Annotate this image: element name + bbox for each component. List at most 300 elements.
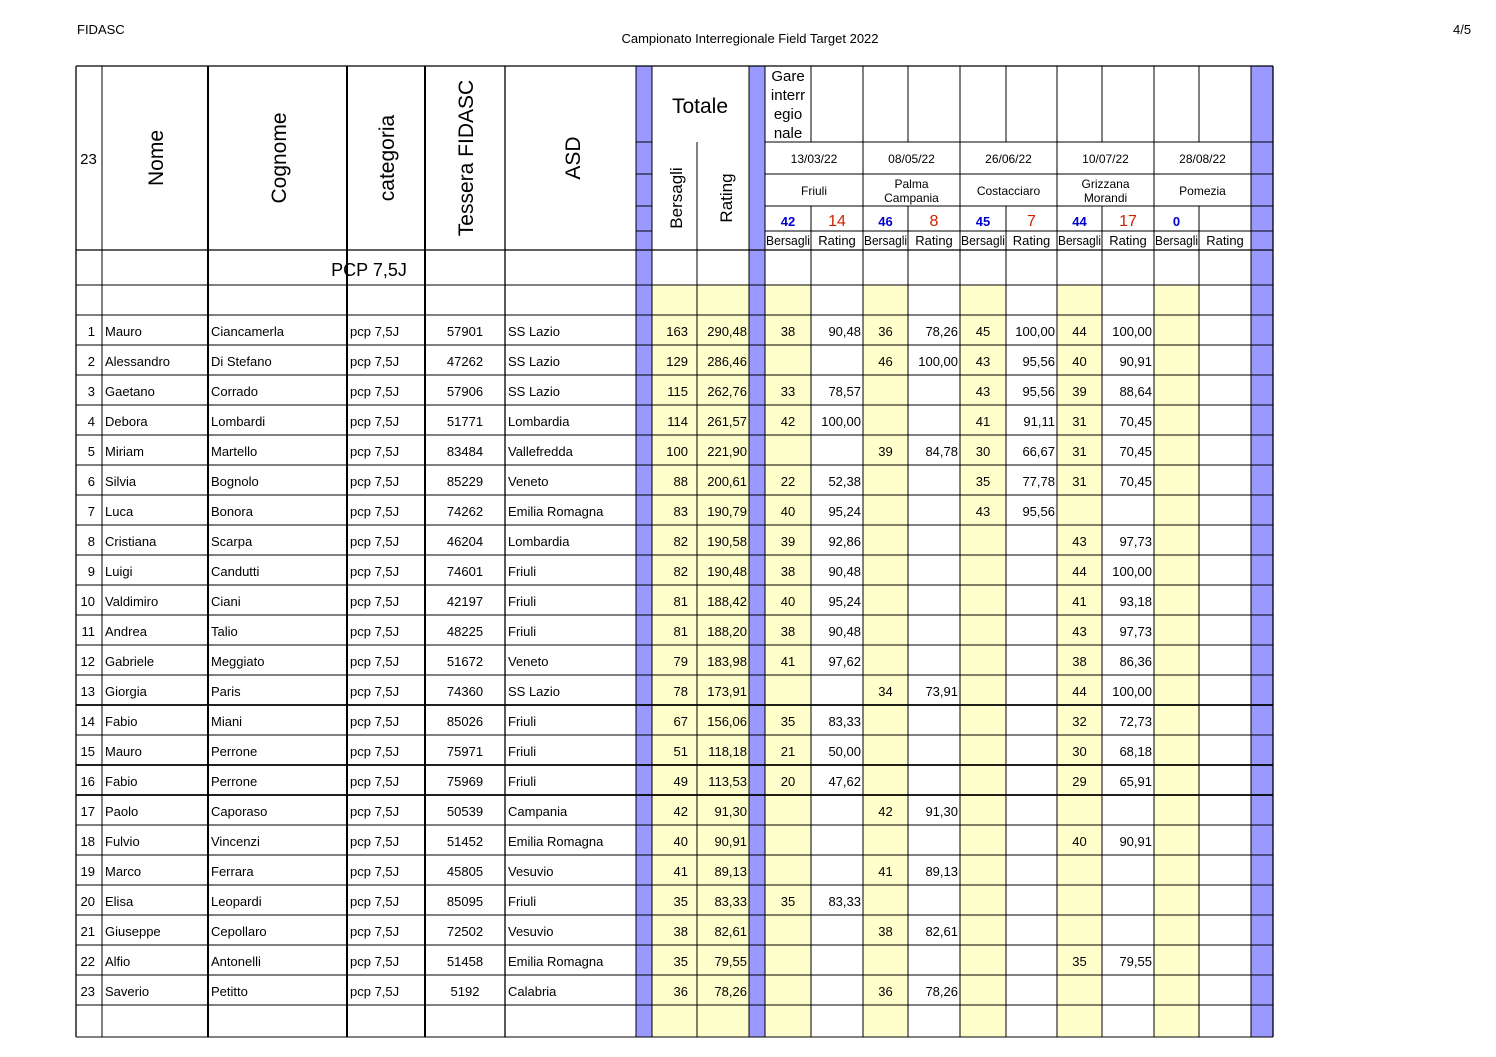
row-tessera: 85026	[446, 714, 484, 729]
row-race-rating: 90,48	[828, 324, 861, 339]
row-asd: Emilia Romagna	[508, 504, 604, 519]
row-race-rating: 78,26	[925, 324, 958, 339]
row-tessera: 46204	[446, 534, 484, 549]
row-categoria: pcp 7,5J	[350, 804, 400, 819]
row-tessera: 75969	[446, 774, 484, 789]
row-total-rating: 89,13	[714, 864, 747, 879]
row-rank: 12	[80, 654, 95, 669]
row-nome: Valdimiro	[105, 594, 159, 609]
row-total-bersagli: 82	[673, 564, 688, 579]
row-nome: Luca	[105, 504, 134, 519]
row-race-bersagli: 32	[1072, 714, 1087, 729]
row-race-rating: 66,67	[1022, 444, 1055, 459]
row-race-bersagli: 31	[1072, 414, 1087, 429]
row-categoria: pcp 7,5J	[350, 564, 400, 579]
row-categoria: pcp 7,5J	[350, 324, 400, 339]
row-race-rating: 83,33	[828, 714, 861, 729]
row-race-bersagli: 38	[780, 324, 796, 339]
row-nome: Cristiana	[105, 534, 157, 549]
header-gare-line: egio	[773, 106, 803, 123]
row-race-bersagli: 41	[1072, 594, 1087, 609]
yellow-column	[1154, 285, 1199, 1037]
row-categoria: pcp 7,5J	[350, 594, 400, 609]
row-rank: 18	[80, 834, 95, 849]
row-race-bersagli: 40	[780, 504, 796, 519]
row-categoria: pcp 7,5J	[350, 414, 400, 429]
row-total-bersagli: 67	[673, 714, 688, 729]
row-categoria: pcp 7,5J	[350, 714, 400, 729]
row-categoria: pcp 7,5J	[350, 864, 400, 879]
row-nome: Gabriele	[105, 654, 155, 669]
race-rating-max: 14	[828, 213, 846, 230]
row-nome: Andrea	[105, 624, 147, 639]
row-race-bersagli: 39	[878, 444, 893, 459]
row-cognome: Ciani	[211, 594, 241, 609]
row-race-rating: 86,36	[1119, 654, 1152, 669]
row-categoria: pcp 7,5J	[350, 954, 400, 969]
row-categoria: pcp 7,5J	[350, 744, 400, 759]
race-sub-rating: Rating	[1109, 233, 1147, 248]
row-total-rating: 91,30	[714, 804, 747, 819]
row-nome: Debora	[105, 414, 148, 429]
blue-band-left	[636, 66, 652, 1037]
row-total-rating: 261,57	[707, 414, 747, 429]
row-cognome: Leopardi	[211, 894, 262, 909]
row-categoria: pcp 7,5J	[350, 534, 400, 549]
row-race-rating: 100,00	[1015, 324, 1055, 339]
race-place: Costacciaro	[976, 184, 1041, 198]
row-tessera: 57901	[446, 324, 484, 339]
row-nome: Paolo	[105, 804, 139, 819]
row-asd: SS Lazio	[508, 384, 561, 399]
header-gare-line: interr	[770, 87, 806, 104]
row-total-rating: 156,06	[707, 714, 747, 729]
row-total-bersagli: 36	[673, 984, 688, 999]
row-total-rating: 188,42	[707, 594, 747, 609]
row-race-bersagli: 35	[780, 714, 796, 729]
row-asd: Friuli	[508, 714, 537, 729]
row-rank: 2	[87, 354, 95, 369]
row-rank: 15	[80, 744, 95, 759]
row-tessera: 50539	[446, 804, 484, 819]
row-race-bersagli: 43	[1072, 624, 1087, 639]
header-rating: Rating	[717, 173, 736, 223]
row-tessera: 83484	[446, 444, 484, 459]
row-total-rating: 79,55	[714, 954, 747, 969]
row-cognome: Vincenzi	[211, 834, 260, 849]
row-race-bersagli: 33	[780, 384, 796, 399]
row-total-bersagli: 49	[673, 774, 688, 789]
row-cognome: Scarpa	[211, 534, 253, 549]
row-nome: Alessandro	[105, 354, 171, 369]
row-nome: Giuseppe	[105, 924, 161, 939]
row-race-bersagli: 30	[1072, 744, 1087, 759]
row-race-bersagli: 45	[975, 324, 991, 339]
row-rank: 21	[80, 924, 95, 939]
row-tessera: 74360	[446, 684, 484, 699]
row-race-rating: 97,73	[1119, 534, 1152, 549]
race-rating-max: 8	[929, 213, 939, 230]
row-race-rating: 90,91	[1119, 834, 1152, 849]
row-tessera: 47262	[446, 354, 484, 369]
row-rank: 4	[87, 414, 95, 429]
row-total-bersagli: 114	[667, 414, 688, 429]
row-cognome: Caporaso	[211, 804, 268, 819]
row-tessera: 51452	[446, 834, 484, 849]
race-sub-bersagli: Bersagli	[961, 233, 1006, 248]
row-total-bersagli: 82	[673, 534, 688, 549]
row-rank: 19	[80, 864, 95, 879]
row-categoria: pcp 7,5J	[350, 654, 400, 669]
row-total-bersagli: 35	[673, 894, 688, 909]
row-race-bersagli: 35	[975, 474, 991, 489]
row-rank: 6	[87, 474, 95, 489]
race-sub-rating: Rating	[915, 233, 953, 248]
document-title: Campionato Interregionale Field Target 2022	[621, 31, 879, 46]
row-categoria: pcp 7,5J	[350, 894, 400, 909]
row-rank: 17	[80, 804, 95, 819]
row-cognome: Cepollaro	[211, 924, 267, 939]
row-race-bersagli: 36	[878, 324, 893, 339]
row-race-bersagli: 22	[780, 474, 796, 489]
row-race-bersagli: 46	[878, 354, 893, 369]
row-race-bersagli: 38	[780, 564, 796, 579]
row-total-rating: 286,46	[707, 354, 747, 369]
race-rating-max: 7	[1027, 213, 1036, 230]
blue-band-middle	[749, 66, 765, 1037]
row-asd: Lombardia	[508, 534, 570, 549]
row-race-bersagli: 31	[1072, 474, 1087, 489]
row-asd: Emilia Romagna	[508, 834, 604, 849]
row-total-bersagli: 35	[673, 954, 688, 969]
row-cognome: Lombardi	[211, 414, 266, 429]
row-race-bersagli: 44	[1072, 684, 1087, 699]
row-nome: Marco	[105, 864, 142, 879]
row-nome: Fabio	[105, 774, 138, 789]
row-cognome: Miani	[211, 714, 243, 729]
row-nome: Miriam	[105, 444, 144, 459]
row-cognome: Antonelli	[211, 954, 261, 969]
row-total-rating: 78,26	[714, 984, 747, 999]
row-total-rating: 190,58	[707, 534, 747, 549]
row-total-bersagli: 115	[667, 384, 688, 399]
row-asd: Lombardia	[508, 414, 570, 429]
row-total-bersagli: 88	[673, 474, 688, 489]
row-race-rating: 79,55	[1119, 954, 1152, 969]
row-race-rating: 73,91	[925, 684, 958, 699]
row-nome: Fulvio	[105, 834, 140, 849]
row-race-bersagli: 41	[975, 414, 991, 429]
row-cognome: Bonora	[211, 504, 253, 519]
row-asd: Friuli	[508, 624, 537, 639]
row-race-rating: 70,45	[1119, 414, 1152, 429]
header-cognome: Cognome	[268, 112, 291, 204]
race-place: Pomezia	[1179, 184, 1226, 198]
race-sub-rating: Rating	[818, 233, 856, 248]
row-total-bersagli: 83	[673, 504, 688, 519]
row-tessera: 57906	[446, 384, 484, 399]
race-sub-bersagli: Bersagli	[1058, 233, 1102, 248]
row-total-bersagli: 163	[666, 324, 688, 339]
row-rank: 16	[80, 774, 95, 789]
row-nome: Fabio	[105, 714, 138, 729]
row-race-rating: 90,48	[828, 564, 861, 579]
row-total-bersagli: 40	[673, 834, 688, 849]
row-asd: Friuli	[508, 594, 537, 609]
race-max-bersagli: 44	[1072, 214, 1087, 229]
row-categoria: pcp 7,5J	[350, 984, 400, 999]
row-race-bersagli: 40	[1072, 354, 1087, 369]
row-total-bersagli: 51	[673, 744, 688, 759]
row-total-rating: 113,53	[708, 774, 747, 789]
row-total-rating: 83,33	[714, 894, 747, 909]
row-cognome: Meggiato	[211, 654, 265, 669]
header-gare-line: nale	[773, 125, 803, 142]
row-race-bersagli: 35	[780, 894, 796, 909]
row-categoria: pcp 7,5J	[350, 354, 400, 369]
row-cognome: Candutti	[211, 564, 260, 579]
row-asd: Emilia Romagna	[508, 954, 604, 969]
row-nome: Elisa	[105, 894, 134, 909]
row-race-rating: 89,13	[925, 864, 958, 879]
race-place: Palma	[894, 177, 929, 191]
row-cognome: Corrado	[211, 384, 258, 399]
row-tessera: 85095	[446, 894, 484, 909]
race-date: 28/08/22	[1179, 152, 1226, 166]
race-rating-max: 17	[1119, 213, 1137, 230]
row-rank: 22	[80, 954, 95, 969]
header-tessera: Tessera FIDASC	[455, 79, 478, 237]
row-nome: Giorgia	[105, 684, 147, 699]
row-total-rating: 183,98	[707, 654, 747, 669]
row-total-rating: 200,61	[707, 474, 747, 489]
race-sub-bersagli: Bersagli	[1155, 233, 1199, 248]
row-nome: Silvia	[105, 474, 137, 489]
row-race-rating: 90,91	[1119, 354, 1152, 369]
row-tessera: 48225	[446, 624, 484, 639]
row-total-rating: 190,48	[707, 564, 747, 579]
row-tessera: 51458	[446, 954, 484, 969]
row-race-bersagli: 44	[1072, 564, 1087, 579]
row-rank: 10	[80, 594, 95, 609]
row-rank: 1	[87, 324, 95, 339]
row-race-bersagli: 43	[975, 504, 991, 519]
org-header: FIDASC	[77, 22, 125, 37]
race-date: 13/03/22	[790, 152, 838, 166]
row-race-bersagli: 40	[780, 594, 796, 609]
row-cognome: Talio	[211, 624, 238, 639]
row-cognome: Martello	[211, 444, 258, 459]
race-sub-rating: Rating	[1206, 233, 1244, 248]
row-race-rating: 97,62	[828, 654, 861, 669]
race-place: Friuli	[801, 184, 827, 198]
row-race-rating: 70,45	[1119, 474, 1152, 489]
row-race-rating: 84,78	[925, 444, 958, 459]
row-total-rating: 82,61	[714, 924, 747, 939]
row-total-bersagli: 79	[673, 654, 688, 669]
row-total-bersagli: 78	[673, 684, 688, 699]
row-race-bersagli: 39	[1072, 384, 1087, 399]
row-nome: Mauro	[105, 744, 142, 759]
row-asd: SS Lazio	[508, 684, 561, 699]
row-asd: Veneto	[508, 474, 549, 489]
row-total-rating: 188,20	[707, 624, 747, 639]
row-race-bersagli: 42	[878, 804, 893, 819]
race-date: 08/05/22	[888, 152, 935, 166]
race-date: 26/06/22	[985, 152, 1032, 166]
race-place: Grizzana	[1081, 177, 1130, 191]
row-cognome: Petitto	[211, 984, 248, 999]
race-max-bersagli: 0	[1172, 214, 1181, 229]
row-cognome: Bognolo	[211, 474, 259, 489]
row-total-bersagli: 41	[673, 864, 688, 879]
row-race-bersagli: 41	[780, 654, 796, 669]
row-race-rating: 95,56	[1022, 504, 1055, 519]
row-asd: Campania	[508, 804, 568, 819]
row-nome: Alfio	[105, 954, 131, 969]
row-race-rating: 97,73	[1119, 624, 1152, 639]
row-categoria: pcp 7,5J	[350, 774, 400, 789]
race-date: 10/07/22	[1082, 152, 1129, 166]
header-totale: Totale	[671, 95, 729, 118]
header-gare-line: Gare	[771, 68, 805, 85]
row-total-rating: 190,79	[707, 504, 747, 519]
row-race-rating: 100,00	[821, 414, 861, 429]
row-race-bersagli: 38	[780, 624, 796, 639]
corner-count: 23	[80, 151, 97, 168]
row-race-bersagli: 41	[878, 864, 893, 879]
row-rank: 9	[87, 564, 95, 579]
row-total-bersagli: 81	[673, 594, 688, 609]
row-race-rating: 78,57	[828, 384, 861, 399]
row-race-bersagli: 43	[975, 354, 991, 369]
row-race-rating: 90,48	[828, 624, 861, 639]
row-rank: 14	[80, 714, 95, 729]
row-cognome: Ciancamerla	[211, 324, 284, 339]
row-nome: Gaetano	[105, 384, 155, 399]
row-race-rating: 47,62	[828, 774, 861, 789]
row-race-rating: 68,18	[1119, 744, 1152, 759]
row-race-bersagli: 35	[1072, 954, 1087, 969]
blue-band-right	[1251, 66, 1273, 1037]
row-race-rating: 91,30	[925, 804, 958, 819]
row-race-bersagli: 21	[780, 744, 796, 759]
row-total-rating: 290,48	[707, 324, 747, 339]
row-race-rating: 72,73	[1119, 714, 1152, 729]
row-race-rating: 82,61	[925, 924, 958, 939]
row-race-rating: 95,56	[1022, 354, 1055, 369]
race-place: Campania	[884, 191, 939, 205]
race-sub-bersagli: Bersagli	[864, 233, 908, 248]
row-race-rating: 70,45	[1119, 444, 1152, 459]
race-place: Morandi	[1083, 191, 1128, 205]
row-cognome: Perrone	[211, 774, 258, 789]
race-max-bersagli: 46	[878, 214, 893, 229]
row-asd: Friuli	[508, 564, 537, 579]
row-tessera: 42197	[446, 594, 484, 609]
row-race-rating: 95,56	[1022, 384, 1055, 399]
row-rank: 20	[80, 894, 95, 909]
row-race-rating: 77,78	[1022, 474, 1055, 489]
header-categoria: categoria	[376, 114, 399, 202]
row-asd: Veneto	[508, 654, 549, 669]
race-sub-bersagli: Bersagli	[766, 233, 811, 248]
row-race-bersagli: 38	[1072, 654, 1087, 669]
row-categoria: pcp 7,5J	[350, 624, 400, 639]
row-rank: 3	[87, 384, 95, 399]
row-total-bersagli: 129	[666, 354, 688, 369]
row-race-bersagli: 31	[1072, 444, 1087, 459]
row-asd: Friuli	[508, 744, 537, 759]
row-race-rating: 100,00	[1112, 564, 1152, 579]
row-rank: 13	[80, 684, 95, 699]
row-asd: Calabria	[508, 984, 557, 999]
row-nome: Saverio	[105, 984, 150, 999]
row-tessera: 51672	[446, 654, 484, 669]
row-total-bersagli: 42	[673, 804, 688, 819]
row-cognome: Ferrara	[211, 864, 254, 879]
row-race-rating: 91,11	[1023, 414, 1055, 429]
row-tessera: 72502	[446, 924, 484, 939]
row-race-bersagli: 42	[780, 414, 796, 429]
row-race-bersagli: 20	[780, 774, 796, 789]
row-tessera: 51771	[446, 414, 484, 429]
row-cognome: Paris	[211, 684, 241, 699]
row-rank: 7	[87, 504, 95, 519]
row-rank: 11	[81, 624, 95, 639]
row-nome: Luigi	[105, 564, 133, 579]
row-rank: 5	[87, 444, 95, 459]
row-race-rating: 100,00	[918, 354, 958, 369]
row-race-bersagli: 44	[1072, 324, 1087, 339]
row-nome: Mauro	[105, 324, 142, 339]
row-race-rating: 95,24	[828, 504, 861, 519]
row-tessera: 74601	[446, 564, 484, 579]
row-race-bersagli: 34	[878, 684, 893, 699]
row-race-bersagli: 39	[780, 534, 796, 549]
row-asd: Friuli	[508, 894, 537, 909]
header-asd: ASD	[562, 136, 585, 180]
row-total-rating: 221,90	[707, 444, 747, 459]
row-tessera: 85229	[446, 474, 484, 489]
row-asd: SS Lazio	[508, 324, 561, 339]
row-categoria: pcp 7,5J	[350, 384, 400, 399]
row-total-rating: 118,18	[708, 744, 747, 759]
row-asd: Friuli	[508, 774, 537, 789]
row-total-rating: 173,91	[707, 684, 747, 699]
race-max-bersagli: 42	[780, 214, 796, 229]
row-tessera: 74262	[446, 504, 484, 519]
row-race-bersagli: 36	[878, 984, 893, 999]
row-categoria: pcp 7,5J	[350, 834, 400, 849]
row-asd: Vesuvio	[508, 864, 554, 879]
row-asd: Vesuvio	[508, 924, 554, 939]
row-rank: 23	[80, 984, 95, 999]
row-race-rating: 83,33	[828, 894, 861, 909]
row-race-rating: 50,00	[828, 744, 861, 759]
page-number: 4/5	[1453, 22, 1472, 37]
row-race-rating: 65,91	[1119, 774, 1152, 789]
race-sub-rating: Rating	[1012, 233, 1051, 248]
row-asd: Vallefredda	[508, 444, 573, 459]
row-total-bersagli: 81	[673, 624, 688, 639]
row-categoria: pcp 7,5J	[350, 444, 400, 459]
race-max-bersagli: 45	[975, 214, 991, 229]
row-total-rating: 90,91	[714, 834, 747, 849]
row-tessera: 5192	[450, 984, 480, 999]
header-bersagli: Bersagli	[667, 167, 686, 229]
row-race-bersagli: 43	[975, 384, 991, 399]
